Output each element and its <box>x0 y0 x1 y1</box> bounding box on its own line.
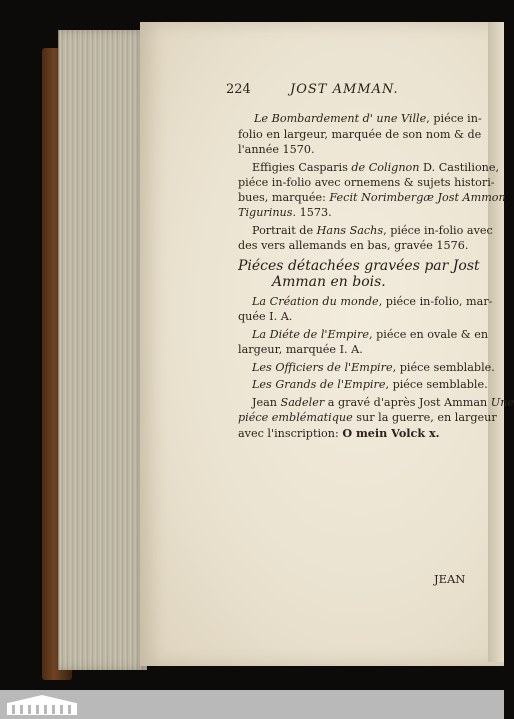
text-fragment: , piéce semblable. <box>392 361 495 374</box>
inscription: Fecit Norimbergæ Jost Ammon <box>329 191 506 204</box>
text-line: folio en largeur, marquée de son nom & de <box>238 128 482 141</box>
text-fragment: Effigies Casparis <box>252 161 352 174</box>
text-fragment: avec l'inscription: <box>238 427 343 440</box>
text-line <box>252 378 488 391</box>
page-stack-edge <box>58 30 147 670</box>
text-line <box>252 396 514 409</box>
text-line <box>252 295 492 308</box>
text-fragment: , piéce in-folio, mar- <box>378 295 493 308</box>
text-fragment: sur la guerre, en largeur <box>352 411 497 424</box>
text-fragment: , piéce in-folio avec <box>383 224 493 237</box>
library-building-logo <box>6 694 78 716</box>
inscription: Tigurinus. <box>238 206 297 219</box>
text-line: piéce in-folio avec ornemens & sujets histori- <box>238 176 495 189</box>
work-title: piéce emblématique <box>238 411 353 424</box>
person-name: Hans Sachs <box>316 224 384 237</box>
text-line <box>252 161 499 174</box>
page-number: 224 <box>226 82 251 97</box>
next-page-edge <box>488 22 504 662</box>
text-fragment: bues, marquée: <box>238 191 330 204</box>
work-title: Une <box>490 396 514 409</box>
inscription-blackletter: O mein Volck x. <box>342 426 440 440</box>
text-line <box>252 328 488 341</box>
text-line <box>238 426 440 440</box>
text-fragment: , piéce en ovale & en <box>368 328 489 341</box>
text-fragment: , piéce in- <box>426 112 482 125</box>
text-fragment: a gravé d'après Jost Amman <box>324 396 491 409</box>
catchword: JEAN <box>434 572 466 586</box>
text-line <box>252 224 493 237</box>
text-line: l'année 1570. <box>238 143 315 156</box>
text-fragment: Jean <box>252 396 281 409</box>
text-line <box>238 206 332 219</box>
person-name: Sadeler <box>280 396 325 409</box>
text-fragment: Portrait de <box>252 224 317 237</box>
work-title: Les Grands de l'Empire <box>252 378 386 391</box>
text-line: des vers allemands en bas, gravée 1576. <box>238 239 469 252</box>
text-line: quée I. A. <box>238 310 293 323</box>
section-heading-line1: Piéces détachées gravées par Jost <box>238 258 480 274</box>
text-line: largeur, marquée I. A. <box>238 343 363 356</box>
text-fragment: D. Castilione, <box>419 161 500 174</box>
text-line <box>238 411 497 424</box>
text-line <box>238 191 506 204</box>
work-title: La Diéte de l'Empire <box>252 328 369 341</box>
running-title: JOST AMMAN. <box>290 82 399 97</box>
work-title: La Création du monde <box>252 295 379 308</box>
work-title: Le Bombardement d' une Ville <box>254 112 427 125</box>
text-line <box>252 361 495 374</box>
work-title: Les Officiers de l'Empire <box>252 361 393 374</box>
text-fragment: , piéce semblable. <box>385 378 488 391</box>
text-line <box>254 112 482 125</box>
section-heading-line2: Amman en bois. <box>272 274 386 290</box>
year: 1573. <box>296 206 332 219</box>
person-name: de Colignon <box>351 161 420 174</box>
